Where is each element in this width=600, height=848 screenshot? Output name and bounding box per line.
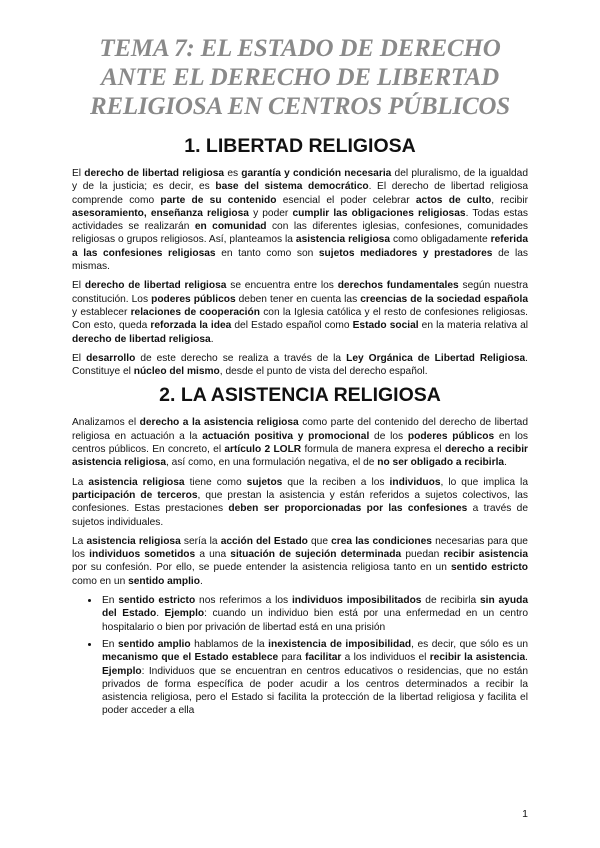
list-item (100, 594, 528, 634)
text-run: para (278, 652, 306, 664)
document-title (72, 34, 528, 121)
bold-text: Ley Orgánica de Libertad Religiosa (346, 352, 526, 364)
text-run: que (307, 535, 332, 547)
text-run: , recibir (491, 194, 528, 206)
section-heading: 2. LA ASISTENCIA RELIGIOSA (159, 384, 441, 407)
title-line-2: ANTE EL DERECHO DE LIBERTAD (101, 64, 499, 91)
bold-text: situación de sujeción determinada (230, 549, 402, 561)
bold-text: Ejemplo (164, 608, 205, 620)
text-run: , que prestan la asistencia y están referidos a sujetos colectivos, las confesiones. Estas prestaciones (72, 489, 528, 515)
bullet-list (72, 594, 528, 718)
bold-text: Estado social (352, 320, 419, 332)
text-run: del pluralismo, de la igualdad y de la justicia; es decir, es (72, 168, 528, 193)
bold-text: sentido estricto (450, 562, 529, 574)
bold-text: base del sistema democrático (215, 181, 369, 193)
bold-text: individuos sometidos (89, 549, 196, 561)
text-run: El (72, 168, 85, 179)
bold-text: relaciones de cooperación (130, 306, 260, 318)
bold-text: derecho de libertad religiosa (72, 333, 211, 345)
text-run: de los (369, 430, 408, 442)
text-run: . (210, 333, 214, 345)
bold-text: sentido estricto (118, 595, 196, 607)
text-run: de las mismas. (72, 247, 529, 273)
text-run: que la reciben a los (282, 476, 390, 488)
bold-text: sentido amplio (118, 638, 191, 650)
bold-text: poderes públicos (407, 430, 495, 442)
text-run: nos referimos a los (195, 595, 292, 607)
bold-text: actuación positiva y promocional (202, 430, 370, 442)
bold-text: individuos (389, 476, 441, 488)
text-run: La (72, 535, 87, 547)
text-run: tiene como (184, 476, 247, 488)
text-run: Analizamos el (72, 417, 140, 429)
section-heading: 1. LIBERTAD RELIGIOSA (184, 135, 416, 157)
text-run: hablamos de la (190, 638, 269, 650)
bold-text: inexistencia de imposibilidad (268, 638, 412, 650)
text-run: deben tener en cuenta las (235, 293, 361, 305)
text-run: En (102, 638, 118, 650)
bold-text: Ejemplo (102, 665, 142, 677)
title-line-1: TEMA 7: EL ESTADO DE DERECHO (99, 35, 501, 62)
text-run: se encuentra entre los (226, 280, 338, 292)
bold-text: reforzada la idea (150, 320, 232, 332)
text-run: En (102, 595, 119, 607)
text-run: a los individuos el (341, 652, 430, 664)
bold-text: derecho a la asistencia religiosa (139, 417, 299, 429)
bold-text: individuos imposibilitados (291, 595, 422, 607)
text-run: del Estado español como (231, 320, 353, 332)
bold-text: derecho a recibir asistencia religiosa (72, 444, 528, 469)
bold-text: crea las condiciones (331, 535, 432, 547)
section-asistencia-religiosa (72, 384, 528, 717)
text-run: y establecer (72, 306, 131, 318)
text-run: a una (195, 549, 231, 561)
bold-text: facilitar (305, 652, 342, 664)
bold-text: derecho de libertad religiosa (84, 280, 227, 292)
bold-text: no ser obligado a recibirla (377, 457, 505, 469)
text-run: . (199, 575, 203, 587)
text-run: necesarias para que los (72, 535, 528, 561)
text-run: en la materia relativa al (418, 320, 529, 332)
text-run: formula de manera expresa el (301, 444, 445, 456)
bold-text: derechos fundamentales (337, 280, 459, 292)
bold-text: recibir asistencia (443, 549, 529, 561)
text-run: en los centros públicos. En concreto, el (72, 430, 528, 456)
text-run: . Constituye el (72, 352, 528, 378)
text-run: de recibirla (421, 595, 480, 607)
text-run: , así como, en una formulación negativa, el de (166, 457, 378, 469)
bold-text: actos de culto (415, 194, 492, 206)
paragraph (72, 416, 528, 469)
bold-text: mecanismo que el Estado establece (102, 652, 279, 664)
bold-text: derecho de libertad religiosa (84, 168, 225, 179)
section-libertad-religiosa (72, 135, 528, 378)
bold-text: cumplir las obligaciones religiosas (292, 207, 466, 219)
bold-text: poderes públicos (151, 293, 236, 305)
paragraph (72, 476, 528, 529)
text-run: . (504, 457, 507, 469)
text-run: : Individuos que se encuentran en centros educativos o residencias, que no están privados de forma específica de poder acudir a los centros determinados a recibir la asistencia religiosa, pero el Estado si facilita la protección de la libertad religiosa y facilita el poder acceder a ella (102, 665, 528, 717)
paragraph (72, 535, 528, 588)
text-run: a través de sujetos individuales. (72, 503, 529, 528)
bold-text: sujetos mediadores y prestadores (318, 247, 493, 259)
text-run: , lo que implica la (440, 476, 528, 488)
bold-text: deben ser proporcionadas por las confesiones (228, 503, 468, 515)
bold-text: recibir la asistencia (429, 652, 526, 664)
text-run: . El derecho de libertad religiosa comprende como (72, 181, 528, 206)
text-run: : cuando un individuo bien está por una enfermedad en un centro hospitalario o bien por privación de libertad está en una prisión (102, 608, 528, 633)
bold-text: artículo 2 LOLR (224, 444, 302, 456)
text-run: como en un (72, 575, 129, 587)
text-run: y poder (248, 207, 293, 219)
text-run: . (525, 652, 528, 664)
text-run: sería la (180, 535, 221, 547)
text-run: como obligadamente (390, 234, 491, 246)
text-run: puedan (401, 549, 444, 561)
bold-text: núcleo del mismo (133, 366, 220, 378)
text-run: . (156, 608, 165, 620)
paragraph (72, 167, 528, 273)
bold-text: sentido amplio (128, 575, 200, 587)
bold-text: participación de terceros (72, 489, 198, 501)
page-number: 1 (522, 808, 528, 820)
bold-text: garantía y condición necesaria (241, 168, 392, 179)
bold-text: acción del Estado (220, 535, 308, 547)
bold-text: parte de su contenido (160, 194, 277, 206)
text-run: es (224, 168, 242, 179)
bold-text: asistencia religiosa (88, 476, 185, 488)
bold-text: en comunidad (194, 221, 267, 233)
text-run: El (72, 352, 87, 364)
bold-text: creencias de la sociedad española (360, 293, 528, 305)
text-run: , es decir, que sólo es un (411, 638, 528, 650)
text-run: según nuestra constitución. Los (72, 280, 528, 305)
text-run: . Todas estas actividades se realizarán (72, 207, 528, 233)
text-run: de este derecho se realiza a través de la (135, 352, 347, 364)
bold-text: sujetos (246, 476, 283, 488)
text-run: , desde el punto de vista del derecho español. (219, 366, 428, 378)
text-run: como parte del contenido del derecho de libertad religiosa en actuación a la (72, 417, 528, 442)
title-line-3: RELIGIOSA EN CENTROS PÚBLICOS (89, 93, 510, 120)
paragraph (72, 352, 528, 379)
text-run: en tanto como son (215, 247, 319, 259)
bold-text: desarrollo (86, 352, 136, 364)
paragraph (72, 279, 528, 345)
bold-text: asistencia religiosa (86, 535, 181, 547)
text-run: esencial el poder celebrar (276, 194, 416, 206)
text-run: por su confesión. Por ello, se puede entender la asistencia religiosa tanto en un (72, 562, 451, 574)
bold-text: asesoramiento, enseñanza religiosa (72, 207, 249, 219)
bold-text: referida a las confesiones religiosas (72, 234, 528, 259)
bold-text: asistencia religiosa (295, 234, 391, 246)
list-item (100, 638, 528, 718)
text-run: El (72, 280, 85, 292)
text-run: con la Iglesia católica y el resto de confesiones religiosas. Con esto, queda (72, 306, 528, 332)
text-run: con las diferentes iglesias, confesiones, comunidades religiosas o grupos religiosos. Así, planteamos la (72, 221, 529, 246)
bold-text: sin ayuda del Estado (102, 595, 529, 620)
text-run: La (72, 476, 89, 488)
